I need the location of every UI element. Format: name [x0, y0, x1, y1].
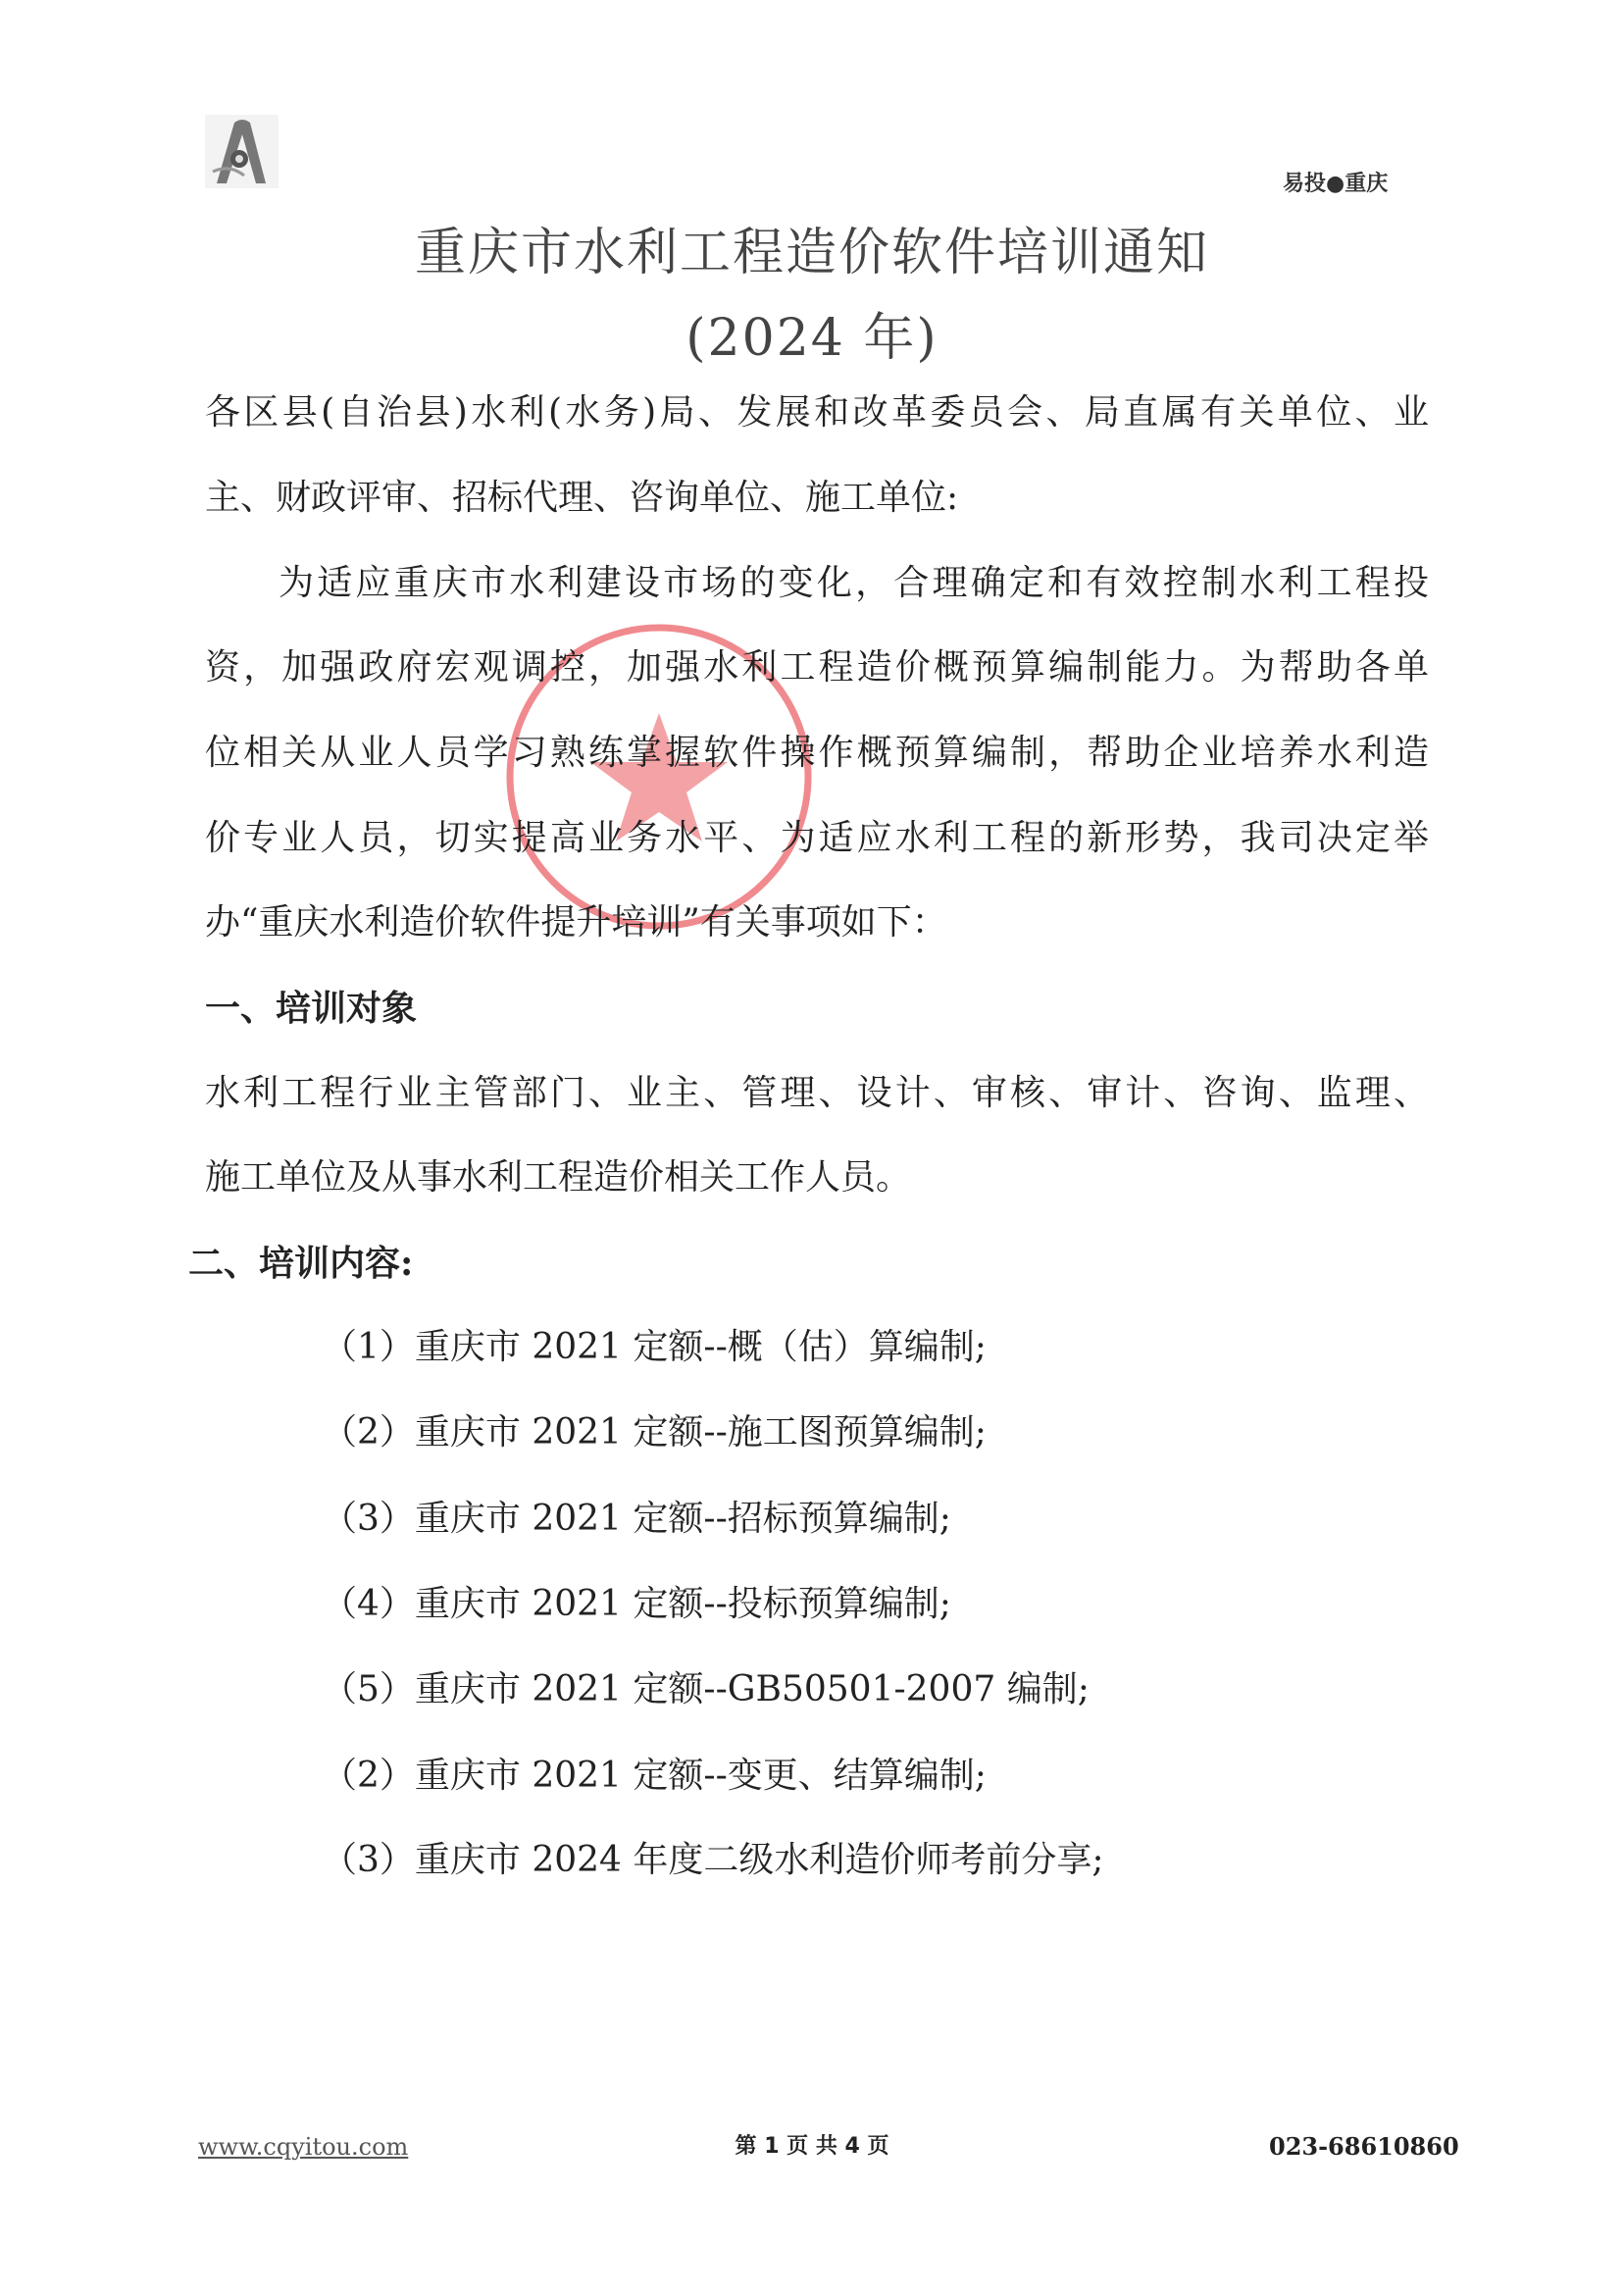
company-logo: [205, 115, 279, 188]
page-title: 重庆市水利工程造价软件培训通知: [414, 224, 1209, 282]
page-number: 第 1 页 共 4 页: [735, 2134, 889, 2159]
page-subtitle: (2024 年): [685, 309, 939, 368]
body-line: 价专业人员，切实提高业务水平、为适应水利工程的新形势，我司决定举: [205, 818, 1429, 858]
brand-text: 易投●重庆: [1283, 172, 1389, 196]
section1-heading: 一、培训对象: [205, 988, 418, 1029]
section1-line: 水利工程行业主管部门、业主、管理、设计、审核、审计、咨询、监理、: [205, 1073, 1429, 1113]
body-line: 各区县(自治县)水利(水务)局、发展和改革委员会、局直属有关单位、业: [205, 392, 1429, 433]
body-line: 资，加强政府宏观调控，加强水利工程造价概预算编制能力。为帮助各单: [205, 647, 1429, 688]
body-line: 位相关从业人员学习熟练掌握软件操作概预算编制，帮助企业培养水利造: [205, 733, 1429, 773]
list-item: （2）重庆市 2021 定额--施工图预算编制;: [322, 1412, 987, 1453]
list-item: （4）重庆市 2021 定额--投标预算编制;: [322, 1584, 951, 1624]
list-item: （3）重庆市 2021 定额--招标预算编制;: [322, 1499, 951, 1539]
list-item: （3）重庆市 2024 年度二级水利造价师考前分享;: [322, 1840, 1104, 1880]
list-item: （5）重庆市 2021 定额--GB50501-2007 编制;: [322, 1669, 1090, 1709]
body-line: 主、财政评审、招标代理、咨询单位、施工单位:: [205, 478, 959, 518]
section1-line: 施工单位及从事水利工程造价相关工作人员。: [205, 1157, 912, 1198]
section2-heading: 二、培训内容:: [188, 1243, 414, 1284]
eyitou-a-logo-icon: [205, 115, 279, 188]
body-line: 为适应重庆市水利建设市场的变化，合理确定和有效控制水利工程投: [279, 563, 1429, 603]
phone-number: 023-68610860: [1269, 2132, 1459, 2161]
list-item: （2）重庆市 2021 定额--变更、结算编制;: [322, 1756, 987, 1796]
list-item: （1）重庆市 2021 定额--概（估）算编制;: [322, 1327, 987, 1367]
website-link[interactable]: www.cqyitou.com: [198, 2133, 409, 2161]
body-line: 办“重庆水利造价软件提升培训”有关事项如下：: [205, 902, 947, 943]
